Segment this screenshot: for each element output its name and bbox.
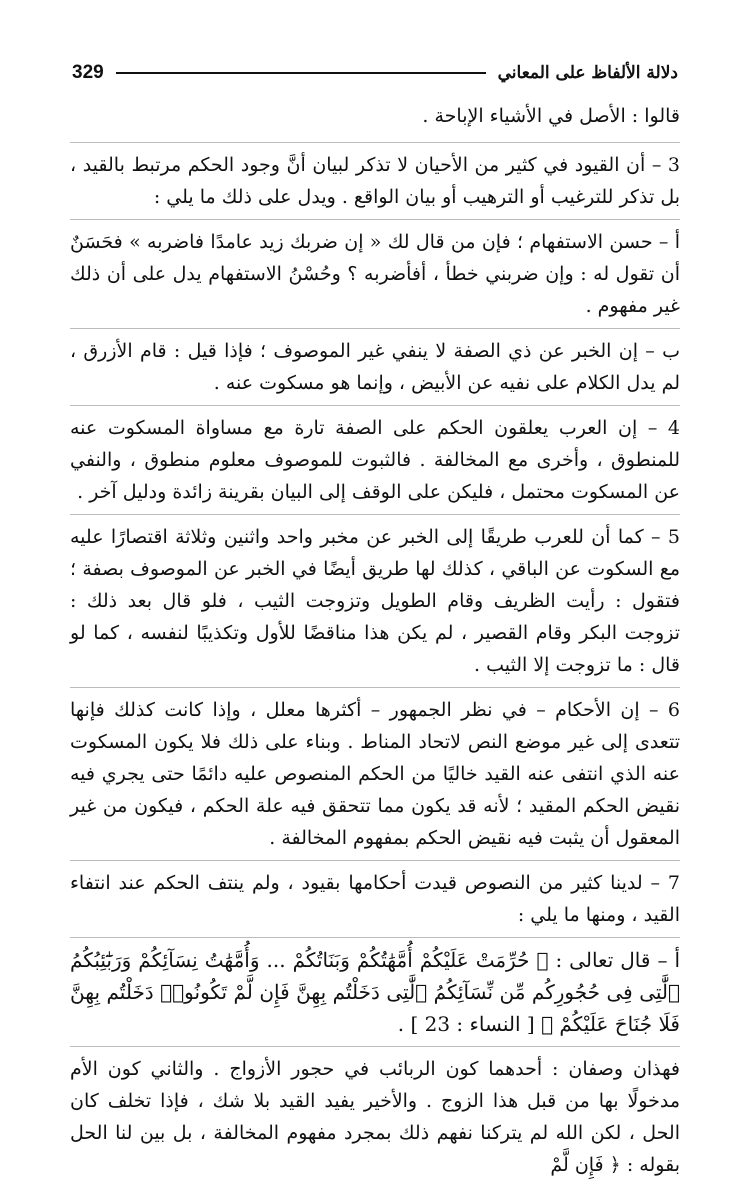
paragraph-explanation: فهذان وصفان : أحدهما كون الربائب في حجور الأزواج . والثاني كون الأم مدخولًا بها من قبل هذا الزوج . والأخير يفيد القيد بلا شك ، فإذا تخلف كان الحل ، لكن الله لم يتركنا نفهم ذلك بمجرد مفهوم المخالفة ، بل بين لنا الحل بقوله : ﴿ فَإِن لَّمْ [70,1058,680,1176]
running-title: دلالة الألفاظ على المعاني [497,63,678,83]
paragraph-separator [70,687,680,688]
paragraph-separator [70,937,680,938]
paragraph-point-5: 5 – كما أن للعرب طريقًا إلى الخبر عن مخبر واحد واثنين وثلاثة اقتصارًا عليه مع السكوت عن الباقي ، كذلك لها طريق أيضًا في الخبر عن الموصوف بصفة ؛ فتقول : رأيت الظريف وقام الطويل وتزوجت الثيب ، فلو قال بعد ذلك : تزوجت البكر وقام القصير ، لم يكن هذا مناقضًا للأول وتكذيبًا لنفسه ، كما لو قال : ما تزوجت إلا الثيب . [70,526,680,676]
running-header [72,58,678,88]
paragraph-point-7: 7 – لدينا كثير من النصوص قيدت أحكامها بقيود ، ولم ينتف الحكم عند انتفاء القيد ، ومنها ما يلي : [70,872,680,926]
page-body [70,100,680,1176]
header-rule [116,72,486,74]
paragraph-point-6: 6 – إن الأحكام – في نظر الجمهور – أكثرها معلل ، وإذا كانت كذلك فإنها تتعدى إلى غير موضع النص لاتحاد المناط . وبناء على ذلك فلا يكون المسكوت عنه الذي انتفى عنه القيد خاليًا من الحكم المنصوص عليه دائمًا حتى يجري فيه نقيض الحكم المقيد ؛ لأنه قد يكون مما تتحقق فيه علة الحكم ، فيكون من غير المعقول أن يثبت فيه نقيض الحكم بمفهوم المخالفة . [70,699,680,849]
paragraph-point-3a: أ – حسن الاستفهام ؛ فإن من قال لك « إن ضربك زيد عامدًا فاضربه » فحَسَنٌ أن تقول له : وإن ضربني خطأ ، أفأضربه ؟ وحُسْنُ الاستفهام يدل على أن ذلك غير مفهوم . [70,231,680,317]
paragraph-separator [70,219,680,220]
paragraph-separator [70,328,680,329]
paragraph-separator [70,405,680,406]
paragraph-point-3b: ب – إن الخبر عن ذي الصفة لا ينفي غير الموصوف ؛ فإذا قيل : قام الأزرق ، لم يدل الكلام على نفيه عن الأبيض ، وإنما هو مسكوت عنه . [70,340,680,394]
paragraph-point-4: 4 – إن العرب يعلقون الحكم على الصفة تارة مع مساواة المسكوت عنه للمنطوق ، وأخرى مع المخالفة . فالثبوت للموصوف معلوم منطوق ، والنفي عن المسكوت محتمل ، فليكن على الوقف إلى البيان بقرينة زائدة ودليل آخر . [70,417,680,503]
page-number: 329 [72,62,104,83]
paragraph-quran-verse: أ – قال تعالى : ﴿ حُرِّمَتْ عَلَيْكُمْ أُمَّهَٰتُكُمْ وَبَنَاتُكُمْ ... وَأُمَّهَٰتُ نِسَآئِكُمْ وَرَبَٰٓئِبُكُمُ ٱلَّٰتِى فِى حُجُورِكُم مِّن نِّسَآئِكُمُ ٱلَّٰتِى دَخَلْتُم بِهِنَّ فَإِن لَّمْ تَكُونُوا۟ دَخَلْتُم بِهِنَّ فَلَا جُنَاحَ عَلَيْكُمْ ﴾ [ النساء : 23 ] . [70,948,680,1036]
paragraph-separator [70,1046,680,1047]
paragraph-intro: قالوا : الأصل في الأشياء الإباحة . [422,105,680,127]
paragraph-separator [70,860,680,861]
paragraph-separator [70,514,680,515]
paragraph-point-3: 3 – أن القيود في كثير من الأحيان لا تذكر لبيان أنَّ وجود الحكم مرتبط بالقيد ، بل تذكر للترغيب أو الترهيب أو بيان الواقع . ويدل على ذلك ما يلي : [70,154,680,208]
paragraph-separator [70,142,680,143]
